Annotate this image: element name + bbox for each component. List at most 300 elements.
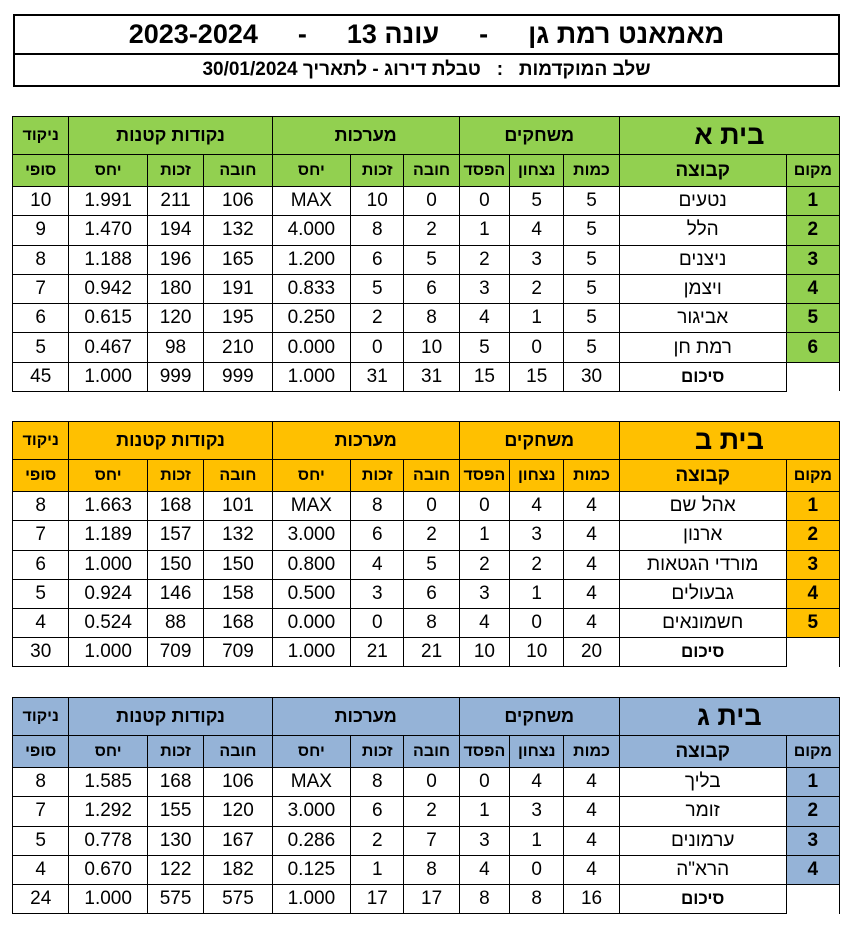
table-row (13, 245, 840, 274)
cell-sl: 0 (404, 492, 459, 521)
matches-header: משחקים (459, 698, 619, 736)
team-name: הלל (619, 216, 786, 245)
cell-sr: MAX (272, 187, 350, 216)
table-row (13, 797, 840, 826)
cell-sl: 10 (404, 333, 459, 362)
team-name: ארנון (619, 521, 786, 550)
cell-score: 6 (13, 304, 69, 333)
cell-pr: 1.663 (69, 492, 147, 521)
cell-sl: 8 (404, 304, 459, 333)
cell-sl: 8 (404, 609, 459, 638)
position-cell: 4 (786, 579, 839, 608)
table-row (13, 216, 840, 245)
points-header: נקודות קטנות (69, 422, 272, 460)
cell-score: 5 (13, 826, 69, 855)
sum-won: 10 (510, 638, 564, 667)
sum-lost: 15 (459, 362, 509, 391)
sets-ratio-header: יחס (272, 736, 350, 768)
position-cell: 1 (786, 768, 839, 797)
cell-score: 8 (13, 768, 69, 797)
cell-lost: 1 (459, 216, 509, 245)
cell-lost: 2 (459, 245, 509, 274)
header-row-columns (13, 736, 840, 768)
cell-won: 2 (510, 274, 564, 303)
sum-score: 24 (13, 885, 69, 914)
matches-header: משחקים (459, 117, 619, 155)
page-subtitle (13, 53, 840, 87)
sets-lost-header: חובה (404, 155, 459, 187)
sum-pr: 1.000 (69, 362, 147, 391)
sum-sl: 31 (404, 362, 459, 391)
cell-won: 1 (510, 826, 564, 855)
cell-played: 4 (564, 609, 619, 638)
position-cell: 2 (786, 216, 839, 245)
position-cell: 4 (786, 274, 839, 303)
cell-score: 7 (13, 797, 69, 826)
sum-sl: 21 (404, 638, 459, 667)
points-won-header: זכות (147, 736, 203, 768)
cell-score: 10 (13, 187, 69, 216)
cell-pl: 165 (204, 245, 272, 274)
cell-played: 5 (564, 187, 619, 216)
cell-pr: 1.470 (69, 216, 147, 245)
cell-pl: 106 (204, 768, 272, 797)
sum-pr: 1.000 (69, 638, 147, 667)
lost-header: הפסד (459, 460, 509, 492)
cell-pl: 191 (204, 274, 272, 303)
header-row-columns (13, 460, 840, 492)
cell-pl: 101 (204, 492, 272, 521)
cell-pl: 150 (204, 550, 272, 579)
sum-sw: 17 (351, 885, 404, 914)
cell-pr: 1.189 (69, 521, 147, 550)
blank-cell (786, 362, 839, 391)
cell-lost: 4 (459, 855, 509, 884)
position-cell: 1 (786, 187, 839, 216)
cell-won: 3 (510, 797, 564, 826)
cell-lost: 3 (459, 579, 509, 608)
final-score-header: ניקוד (13, 698, 69, 736)
position-cell: 3 (786, 826, 839, 855)
points-lost-header: חובה (204, 460, 272, 492)
position-cell: 6 (786, 333, 839, 362)
cell-sw: 5 (351, 274, 404, 303)
cell-score: 6 (13, 550, 69, 579)
team-name: אהל שם (619, 492, 786, 521)
cell-sr: 0.286 (272, 826, 350, 855)
cell-score: 9 (13, 216, 69, 245)
cell-sl: 6 (404, 579, 459, 608)
position-header: מקום (786, 736, 839, 768)
cell-score: 8 (13, 492, 69, 521)
sum-sw: 21 (351, 638, 404, 667)
cell-won: 3 (510, 245, 564, 274)
cell-sw: 8 (351, 216, 404, 245)
cell-lost: 3 (459, 826, 509, 855)
team-header: קבוצה (619, 736, 786, 768)
cell-score: 7 (13, 521, 69, 550)
blank-cell (786, 638, 839, 667)
cell-pw: 194 (147, 216, 203, 245)
cell-lost: 1 (459, 521, 509, 550)
team-name: זומר (619, 797, 786, 826)
cell-lost: 2 (459, 550, 509, 579)
sets-won-header: זכות (351, 460, 404, 492)
cell-score: 5 (13, 579, 69, 608)
cell-won: 5 (510, 187, 564, 216)
cell-pw: 88 (147, 609, 203, 638)
cell-score: 7 (13, 274, 69, 303)
summary-row (13, 638, 840, 667)
table-row (13, 579, 840, 608)
cell-won: 4 (510, 768, 564, 797)
standings-table-group-1 (12, 116, 840, 392)
points-header: נקודות קטנות (69, 117, 272, 155)
cell-sr: 0.250 (272, 304, 350, 333)
cell-lost: 1 (459, 797, 509, 826)
points-header: נקודות קטנות (69, 698, 272, 736)
cell-sr: 0.833 (272, 274, 350, 303)
sum-score: 30 (13, 638, 69, 667)
cell-played: 4 (564, 855, 619, 884)
cell-pl: 182 (204, 855, 272, 884)
sum-lost: 8 (459, 885, 509, 914)
cell-pw: 157 (147, 521, 203, 550)
points-won-header: זכות (147, 155, 203, 187)
cell-lost: 0 (459, 768, 509, 797)
cell-sl: 7 (404, 826, 459, 855)
position-cell: 1 (786, 492, 839, 521)
cell-won: 1 (510, 579, 564, 608)
cell-pr: 1.585 (69, 768, 147, 797)
table-row (13, 492, 840, 521)
table-row (13, 521, 840, 550)
sum-sr: 1.000 (272, 362, 350, 391)
cell-sw: 6 (351, 245, 404, 274)
position-cell: 2 (786, 797, 839, 826)
cell-sr: 0.500 (272, 579, 350, 608)
sets-won-header: זכות (351, 736, 404, 768)
cell-pw: 146 (147, 579, 203, 608)
cell-won: 2 (510, 550, 564, 579)
sum-sl: 17 (404, 885, 459, 914)
table-row (13, 187, 840, 216)
table-row (13, 274, 840, 303)
cell-won: 0 (510, 333, 564, 362)
position-cell: 5 (786, 304, 839, 333)
cell-pl: 195 (204, 304, 272, 333)
team-name: ויצמן (619, 274, 786, 303)
cell-sl: 2 (404, 216, 459, 245)
cell-pl: 106 (204, 187, 272, 216)
cell-pw: 168 (147, 492, 203, 521)
cell-sr: 4.000 (272, 216, 350, 245)
position-cell: 2 (786, 521, 839, 550)
sum-pl: 709 (204, 638, 272, 667)
summary-label: סיכום (619, 362, 786, 391)
cell-sr: 0.000 (272, 609, 350, 638)
blank-cell (786, 885, 839, 914)
cell-sl: 0 (404, 187, 459, 216)
cell-pr: 0.467 (69, 333, 147, 362)
final-score-subheader: סופי (13, 736, 69, 768)
sum-pw: 709 (147, 638, 203, 667)
header-row-categories (13, 117, 840, 155)
cell-lost: 5 (459, 333, 509, 362)
cell-sr: 0.000 (272, 333, 350, 362)
points-ratio-header: יחס (69, 155, 147, 187)
title-round: עונה 13 (346, 19, 440, 49)
subtitle-text: שלב המוקדמות : טבלת דירוג - לתאריך 30/01/2024 (202, 59, 651, 80)
sum-pw: 575 (147, 885, 203, 914)
table-row (13, 609, 840, 638)
position-cell: 5 (786, 609, 839, 638)
cell-pr: 1.000 (69, 550, 147, 579)
sum-played: 30 (564, 362, 619, 391)
cell-played: 5 (564, 274, 619, 303)
cell-sl: 2 (404, 797, 459, 826)
title-league: מאמאנט רמת גן (528, 19, 725, 49)
sum-pw: 999 (147, 362, 203, 391)
cell-played: 5 (564, 245, 619, 274)
team-name: חשמונאים (619, 609, 786, 638)
cell-lost: 4 (459, 609, 509, 638)
cell-sr: 0.125 (272, 855, 350, 884)
title-dash: - (479, 19, 489, 49)
cell-pw: 211 (147, 187, 203, 216)
cell-played: 4 (564, 521, 619, 550)
cell-lost: 0 (459, 187, 509, 216)
position-cell: 3 (786, 245, 839, 274)
cell-played: 4 (564, 768, 619, 797)
page-title (13, 14, 840, 55)
table-row (13, 826, 840, 855)
table-row (13, 304, 840, 333)
cell-pw: 180 (147, 274, 203, 303)
cell-played: 5 (564, 333, 619, 362)
cell-score: 8 (13, 245, 69, 274)
table-row (13, 768, 840, 797)
cell-played: 4 (564, 826, 619, 855)
cell-sw: 6 (351, 797, 404, 826)
final-score-header: ניקוד (13, 422, 69, 460)
cell-pw: 130 (147, 826, 203, 855)
cell-sl: 8 (404, 855, 459, 884)
cell-pl: 158 (204, 579, 272, 608)
title-season: 2023-2024 (128, 19, 258, 49)
points-lost-header: חובה (204, 736, 272, 768)
standings-table-group-3 (12, 697, 840, 914)
final-score-header: ניקוד (13, 117, 69, 155)
table-row (13, 855, 840, 884)
summary-label: סיכום (619, 885, 786, 914)
cell-played: 5 (564, 304, 619, 333)
won-header: נצחון (510, 736, 564, 768)
cell-pr: 0.778 (69, 826, 147, 855)
cell-played: 4 (564, 579, 619, 608)
summary-row (13, 885, 840, 914)
cell-pr: 0.615 (69, 304, 147, 333)
cell-sw: 2 (351, 304, 404, 333)
won-header: נצחון (510, 155, 564, 187)
header-row-columns (13, 155, 840, 187)
cell-lost: 4 (459, 304, 509, 333)
sets-header: מערכות (272, 117, 459, 155)
position-header: מקום (786, 460, 839, 492)
cell-sr: MAX (272, 492, 350, 521)
cell-sl: 2 (404, 521, 459, 550)
cell-sr: 1.200 (272, 245, 350, 274)
sets-header: מערכות (272, 698, 459, 736)
team-name: גבעולים (619, 579, 786, 608)
team-name: בליך (619, 768, 786, 797)
cell-won: 4 (510, 216, 564, 245)
cell-played: 4 (564, 492, 619, 521)
cell-pr: 0.670 (69, 855, 147, 884)
team-name: אביגור (619, 304, 786, 333)
cell-sw: 8 (351, 768, 404, 797)
cell-pw: 98 (147, 333, 203, 362)
table-row (13, 333, 840, 362)
team-name: ערמונים (619, 826, 786, 855)
lost-header: הפסד (459, 155, 509, 187)
cell-pl: 120 (204, 797, 272, 826)
sets-ratio-header: יחס (272, 155, 350, 187)
final-score-subheader: סופי (13, 155, 69, 187)
cell-sl: 0 (404, 768, 459, 797)
position-cell: 4 (786, 855, 839, 884)
cell-won: 0 (510, 855, 564, 884)
lost-header: הפסד (459, 736, 509, 768)
team-name: ניצנים (619, 245, 786, 274)
cell-sw: 1 (351, 855, 404, 884)
cell-score: 4 (13, 855, 69, 884)
sum-lost: 10 (459, 638, 509, 667)
cell-pr: 1.991 (69, 187, 147, 216)
group-name: בית א (619, 117, 839, 155)
cell-sw: 3 (351, 579, 404, 608)
cell-sl: 5 (404, 245, 459, 274)
cell-sw: 2 (351, 826, 404, 855)
cell-sw: 6 (351, 521, 404, 550)
cell-pl: 167 (204, 826, 272, 855)
cell-score: 5 (13, 333, 69, 362)
played-header: כמות (564, 460, 619, 492)
cell-sw: 0 (351, 609, 404, 638)
points-won-header: זכות (147, 460, 203, 492)
cell-lost: 3 (459, 274, 509, 303)
sum-sw: 31 (351, 362, 404, 391)
cell-pl: 210 (204, 333, 272, 362)
sum-pl: 575 (204, 885, 272, 914)
cell-pr: 1.292 (69, 797, 147, 826)
team-header: קבוצה (619, 155, 786, 187)
cell-pr: 0.942 (69, 274, 147, 303)
cell-won: 1 (510, 304, 564, 333)
table-row (13, 550, 840, 579)
standings-table-group-2 (12, 421, 840, 667)
summary-row (13, 362, 840, 391)
cell-sr: 3.000 (272, 521, 350, 550)
cell-pw: 155 (147, 797, 203, 826)
header-row-categories (13, 698, 840, 736)
header-row-categories (13, 422, 840, 460)
summary-label: סיכום (619, 638, 786, 667)
cell-pr: 1.188 (69, 245, 147, 274)
cell-lost: 0 (459, 492, 509, 521)
cell-sw: 10 (351, 187, 404, 216)
cell-played: 4 (564, 550, 619, 579)
played-header: כמות (564, 155, 619, 187)
sets-lost-header: חובה (404, 460, 459, 492)
cell-played: 5 (564, 216, 619, 245)
won-header: נצחון (510, 460, 564, 492)
cell-sr: 0.800 (272, 550, 350, 579)
cell-pw: 196 (147, 245, 203, 274)
team-name: מורדי הגטאות (619, 550, 786, 579)
sum-pr: 1.000 (69, 885, 147, 914)
sets-won-header: זכות (351, 155, 404, 187)
sum-won: 15 (510, 362, 564, 391)
cell-sw: 0 (351, 333, 404, 362)
cell-sw: 4 (351, 550, 404, 579)
sum-sr: 1.000 (272, 638, 350, 667)
cell-pl: 132 (204, 216, 272, 245)
points-lost-header: חובה (204, 155, 272, 187)
cell-pw: 150 (147, 550, 203, 579)
sets-header: מערכות (272, 422, 459, 460)
cell-sr: 3.000 (272, 797, 350, 826)
title-dash: - (297, 19, 307, 49)
cell-pl: 132 (204, 521, 272, 550)
cell-pr: 0.524 (69, 609, 147, 638)
group-name: בית ב (619, 422, 839, 460)
team-name: הרא"ה (619, 855, 786, 884)
sum-sr: 1.000 (272, 885, 350, 914)
cell-pr: 0.924 (69, 579, 147, 608)
team-header: קבוצה (619, 460, 786, 492)
sum-won: 8 (510, 885, 564, 914)
matches-header: משחקים (459, 422, 619, 460)
played-header: כמות (564, 736, 619, 768)
sum-score: 45 (13, 362, 69, 391)
points-ratio-header: יחס (69, 736, 147, 768)
sum-played: 20 (564, 638, 619, 667)
cell-sl: 5 (404, 550, 459, 579)
cell-won: 4 (510, 492, 564, 521)
cell-won: 0 (510, 609, 564, 638)
position-cell: 3 (786, 550, 839, 579)
sets-ratio-header: יחס (272, 460, 350, 492)
sum-pl: 999 (204, 362, 272, 391)
team-name: נטעים (619, 187, 786, 216)
final-score-subheader: סופי (13, 460, 69, 492)
sets-lost-header: חובה (404, 736, 459, 768)
group-name: בית ג (619, 698, 839, 736)
position-header: מקום (786, 155, 839, 187)
cell-pw: 168 (147, 768, 203, 797)
cell-sl: 6 (404, 274, 459, 303)
cell-played: 4 (564, 797, 619, 826)
cell-won: 3 (510, 521, 564, 550)
sum-played: 16 (564, 885, 619, 914)
cell-pl: 168 (204, 609, 272, 638)
cell-score: 4 (13, 609, 69, 638)
cell-sr: MAX (272, 768, 350, 797)
cell-pw: 122 (147, 855, 203, 884)
team-name: רמת חן (619, 333, 786, 362)
cell-pw: 120 (147, 304, 203, 333)
